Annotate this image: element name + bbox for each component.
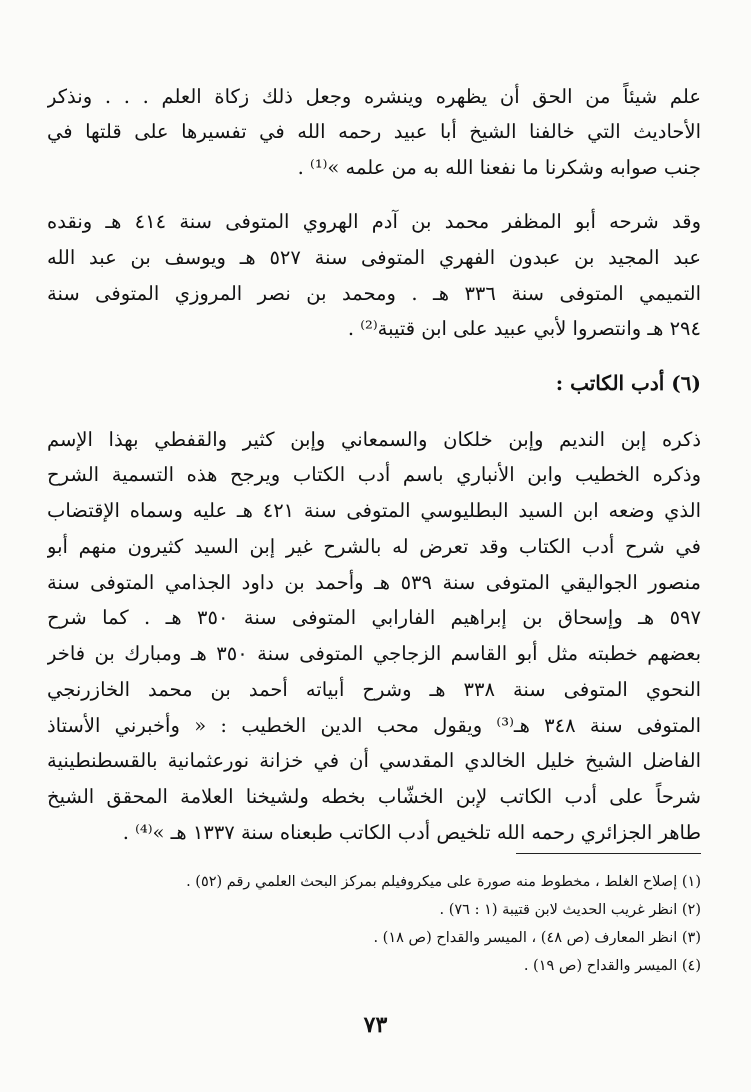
- paragraph3-line: ٥٩٧ هـ وإسحاق بن إبراهيم الفارابي المتوفى سنة ٣٥٠ هـ . كما شرح: [47, 606, 701, 629]
- paragraph3-line: شرحاً على أدب الكاتب لإبن الخشّاب بخطه ولشيخنا العلامة المحقق الشيخ: [47, 785, 701, 808]
- paragraph2-line: عبد المجيد بن عبدون الفهري المتوفى سنة ٥٢٧ هـ ويوسف بن عبد الله: [47, 246, 701, 269]
- paragraph3-line: طاهر الجزائري رحمه الله تلخيص أدب الكاتب طبعناه سنة ١٣٣٧ هـ »⁽⁴⁾ .: [122, 821, 701, 844]
- paragraph3-line: ذكره إبن النديم وإبن خلكان والسمعاني وإبن كثير والقفطي بهذا الإسم: [47, 428, 701, 451]
- paragraph2-line: التميمي المتوفى سنة ٣٣٦ هـ . ومحمد بن نصر المروزي المتوفى سنة: [47, 282, 701, 305]
- paragraph3-line: بعضهم خطبته مثل أبو القاسم الزجاجي المتوفى سنة ٣٥٠ هـ ومبارك بن فاخر: [47, 642, 701, 665]
- paragraph3-line: الذي وضعه ابن السيد البطليوسي المتوفى سنة ٤٢١ هـ عليه وسماه الإقتضاب: [47, 499, 701, 522]
- paragraph3-line: المتوفى سنة ٣٤٨ هـ⁽³⁾ ويقول محب الدين الخطيب : « وأخبرني الأستاذ: [47, 714, 701, 737]
- section-heading: (٦) أدب الكاتب :: [555, 371, 701, 395]
- paragraph1-line: جنب صوابه وشكرنا ما نفعنا الله به من علمه »⁽¹⁾ .: [297, 156, 701, 179]
- paragraph2-line: ٢٩٤ هـ وانتصروا لأبي عبيد على ابن قتيبة⁽²⁾ .: [347, 317, 701, 340]
- footnote: (٢) انظر غريب الحديث لابن قتيبة (١ : ٧٦) .: [439, 902, 701, 918]
- paragraph3-line: الفاضل الشيخ خليل الخالدي المقدسي أن في خزانة نورعثمانية بالقسطنطينية: [47, 749, 701, 772]
- footnote: (٣) انظر المعارف (ص ٤٨) ، الميسر والقداح (ص ١٨) .: [373, 930, 701, 946]
- paragraph1-line: الأحاديث التي خالفنا الشيخ أبا عبيد رحمه الله في تفسيرها على قلتها في: [47, 120, 701, 143]
- paragraph2-line: وقد شرحه أبو المظفر محمد بن آدم الهروي المتوفى سنة ٤١٤ هـ ونقده: [47, 210, 701, 233]
- paragraph3-line: وذكره الخطيب وابن الأنباري باسم أدب الكتاب ويرجح هذه التسمية الشرح: [47, 463, 701, 486]
- paragraph1-line: علم شيئاً من الحق أن يظهره وينشره وجعل ذلك زكاة العلم . . . ونذكر: [47, 85, 701, 108]
- footnote: (٤) الميسر والقداح (ص ١٩) .: [523, 958, 701, 974]
- footnote: (١) إصلاح الغلط ، مخطوط منه صورة على ميكروفيلم بمركز البحث العلمي رقم (٥٢) .: [186, 874, 701, 890]
- paragraph3-line: النحوي المتوفى سنة ٣٣٨ هـ وشرح أبياته أحمد بن محمد الخازرنجي: [47, 678, 701, 701]
- footnote-separator: [516, 853, 701, 854]
- paragraph3-line: في شرح أدب الكتاب وقد تعرض له بالشرح غير إبن السيد كثيرون منهم أبو: [47, 535, 701, 558]
- page-number: ٧٣: [363, 1012, 388, 1038]
- paragraph3-line: منصور الجواليقي المتوفى سنة ٥٣٩ هـ وأحمد بن داود الجذامي المتوفى سنة: [47, 571, 701, 594]
